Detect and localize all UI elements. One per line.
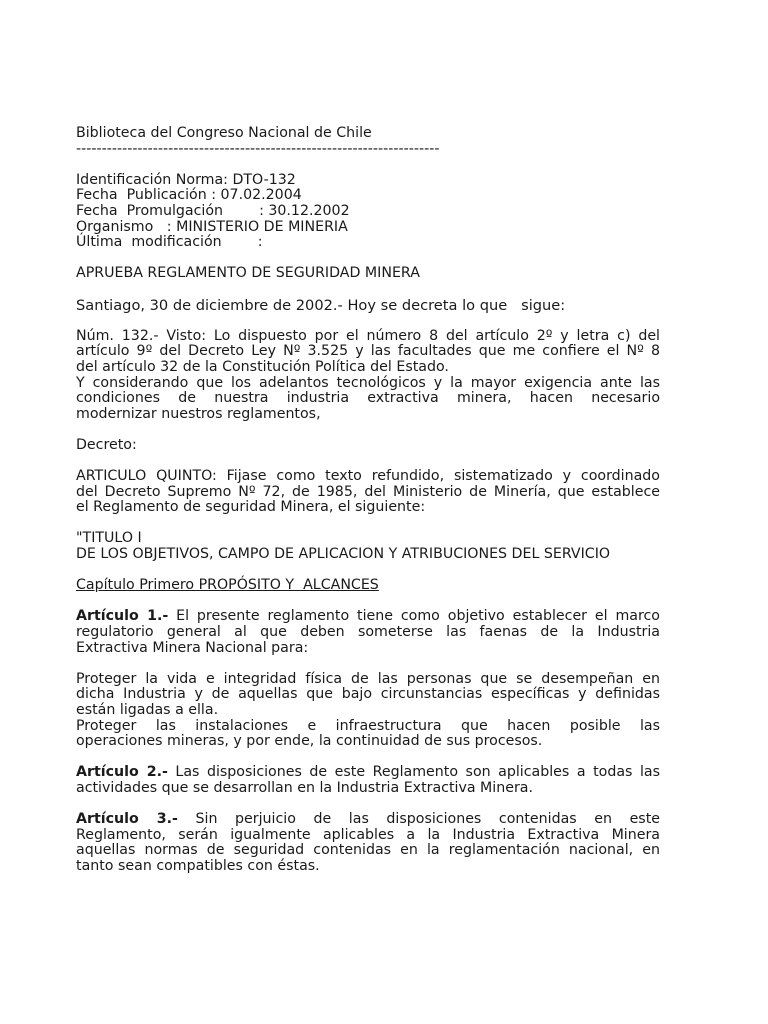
articulo-quinto-paragraph	[76, 469, 660, 516]
titulo-heading: "TITULO I	[76, 530, 142, 547]
articulo-1-paragraph	[76, 609, 660, 656]
articulo-1-line: regulatorio general al que deben someterse las faenas de la Industria	[76, 624, 660, 640]
articulo-quinto-line: del Decreto Supremo Nº 72, de 1985, del Ministerio de Minería, que establece	[76, 483, 660, 500]
articulo-2-text: Las disposiciones de este Reglamento son aplicables a todas las	[167, 764, 660, 781]
proteger-line: Proteger las instalaciones e infraestructura que hacen posible las	[76, 717, 660, 734]
articulo-1-line: Extractiva Minera Nacional para:	[76, 639, 309, 656]
articulo-2-paragraph	[76, 765, 660, 796]
meta-modificacion: Última modificación :	[76, 234, 263, 251]
meta-organismo: Organismo : MINISTERIO DE MINERIA	[76, 218, 348, 235]
chapter-heading: Capítulo Primero PROPÓSITO Y ALCANCES	[76, 577, 379, 594]
meta-publicacion: Fecha Publicación : 07.02.2004	[76, 187, 302, 204]
articulo-quinto-line: el Reglamento de seguridad Minera, el siguiente:	[76, 499, 426, 516]
library-header: Biblioteca del Congreso Nacional de Chile	[76, 125, 372, 141]
articulo-2-line: actividades que se desarrollan en la Industria Extractiva Minera.	[76, 779, 533, 796]
articulo-2-first-line	[76, 765, 660, 781]
articulo-3-text: Sin perjuicio de las disposiciones contenidas en este	[177, 811, 660, 828]
considerando-line: Y considerando que los adelantos tecnológicos y la mayor exigencia ante las	[76, 374, 660, 391]
articulo-3-line: Reglamento, serán igualmente aplicables a la Industria Extractiva Minera	[76, 826, 660, 843]
visto-line: del artículo 32 de la Constitución Política del Estado.	[76, 358, 449, 375]
articulo-3-line: tanto sean compatibles con éstas.	[76, 857, 320, 874]
meta-promulgacion: Fecha Promulgación : 30.12.2002	[76, 202, 350, 219]
articulo-quinto-line: ARTICULO QUINTO: Fijase como texto refundido, sistematizado y coordinado	[76, 468, 660, 485]
meta-identificacion: Identificación Norma: DTO-132	[76, 171, 296, 188]
considerando-line: modernizar nuestros reglamentos,	[76, 405, 321, 422]
visto-paragraph	[76, 329, 660, 376]
articulo-3-paragraph	[76, 812, 660, 874]
proteger-paragraph	[76, 672, 660, 750]
santiago-line: Santiago, 30 de diciembre de 2002.- Hoy se decreta lo que sigue:	[76, 296, 566, 314]
articulo-3-line: aquellas normas de seguridad contenidas en la reglamentación nacional, en	[76, 842, 660, 859]
articulo-1-first-line	[76, 609, 660, 625]
considerando-line: condiciones de nuestra industria extractiva minera, hacen necesario	[76, 390, 660, 407]
header-separator: -----------------------------------------------------------------------	[76, 140, 440, 157]
proteger-line: están ligadas a ella.	[76, 701, 219, 718]
titulo-subheading: DE LOS OBJETIVOS, CAMPO DE APLICACION Y ATRIBUCIONES DEL SERVICIO	[76, 546, 611, 563]
decreto-label: Decreto:	[76, 436, 137, 453]
proteger-line: Proteger la vida e integridad física de las personas que se desempeñan en	[76, 670, 660, 687]
visto-line: Núm. 132.- Visto: Lo dispuesto por el número 8 del artículo 2º y letra c) del	[76, 327, 660, 344]
document-page	[76, 126, 660, 875]
articulo-1-label: Artículo 1.-	[76, 608, 169, 625]
visto-line: artículo 9º del Decreto Ley Nº 3.525 y las facultades que me confiere el Nº 8	[76, 343, 660, 360]
articulo-3-first-line	[76, 812, 660, 828]
articulo-3-label: Artículo 3.-	[76, 811, 178, 828]
articulo-1-text: El presente reglamento tiene como objetivo establecer el marco	[168, 608, 660, 625]
document-title: APRUEBA REGLAMENTO DE SEGURIDAD MINERA	[76, 265, 420, 282]
considerando-paragraph	[76, 376, 660, 423]
articulo-2-label: Artículo 2.-	[76, 764, 168, 781]
proteger-line: dicha Industria y de aquellas que bajo circunstancias específicas y definidas	[76, 686, 660, 703]
proteger-line: operaciones mineras, y por ende, la continuidad de sus procesos.	[76, 733, 543, 750]
